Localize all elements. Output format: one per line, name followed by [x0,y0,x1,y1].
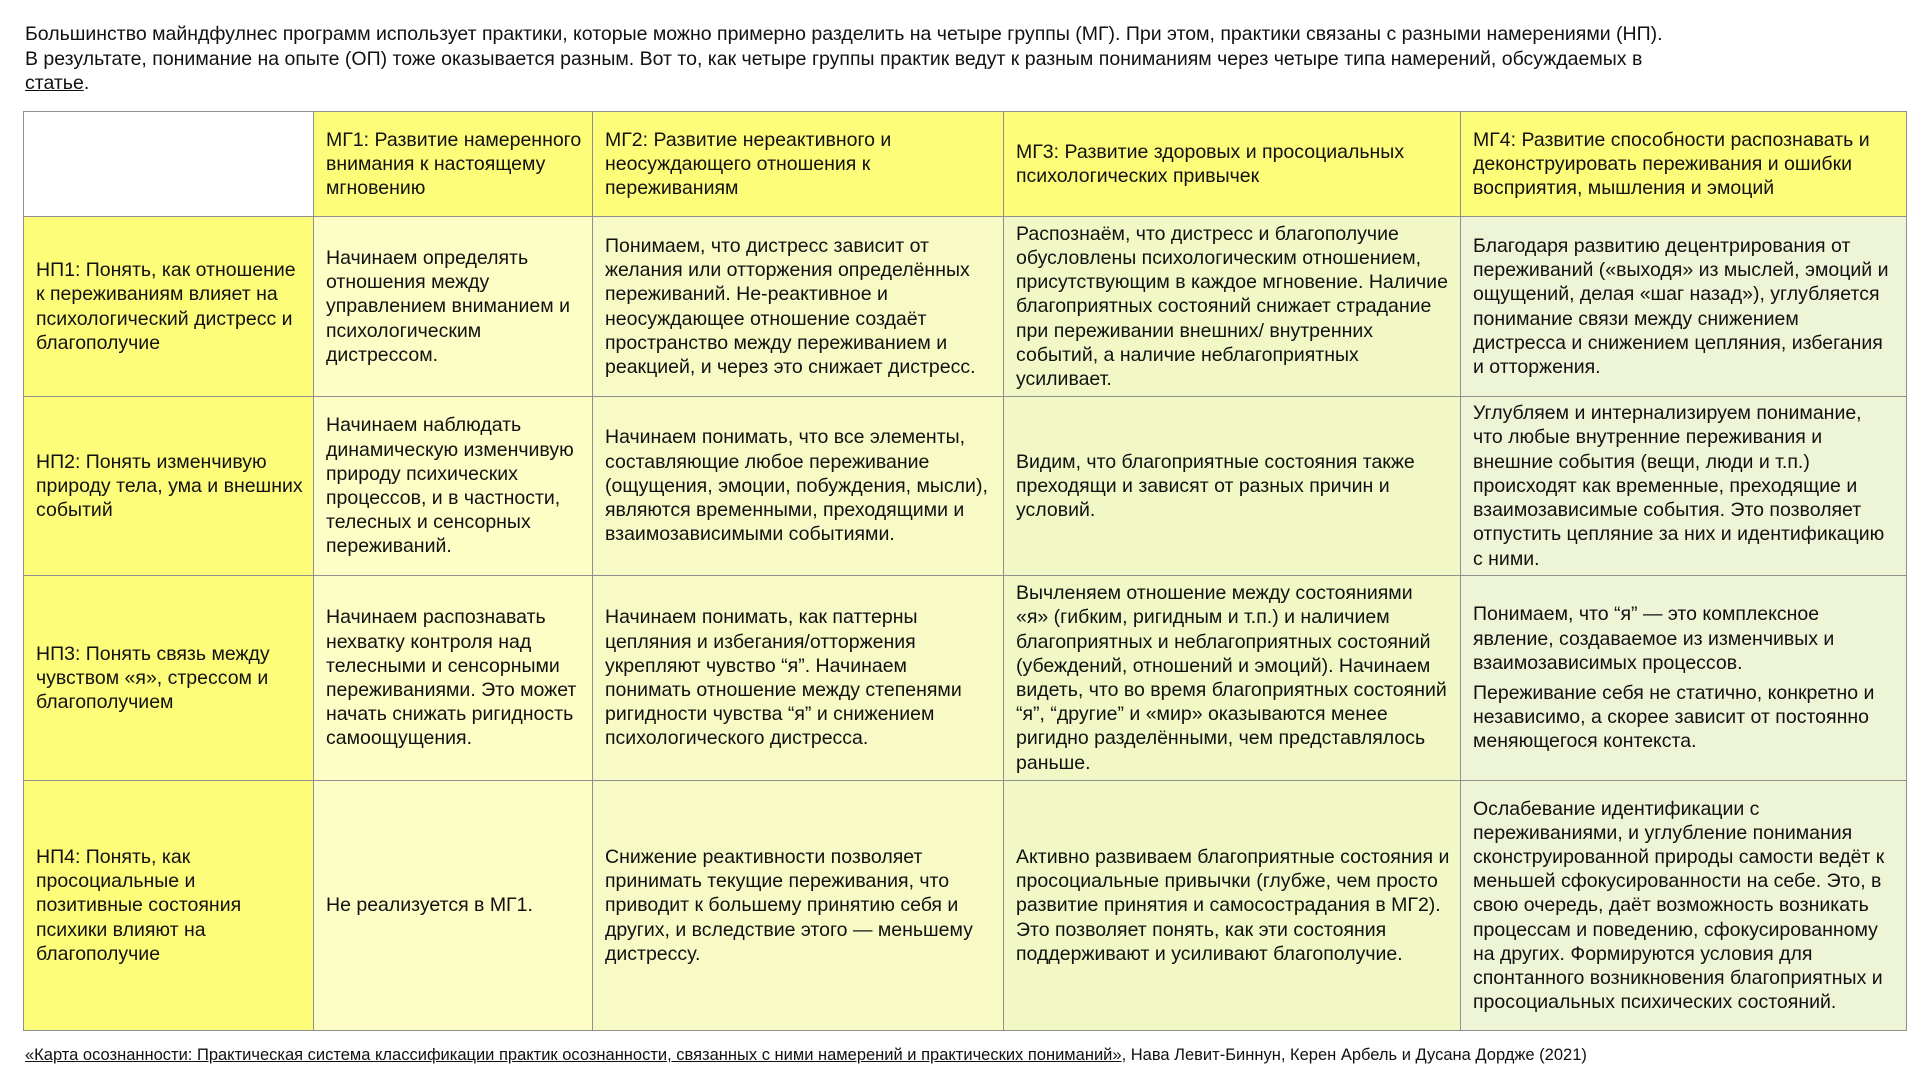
intro-line-2-text: В результате, понимание на опыте (ОП) тоже оказывается разным. Вот то, как четыре группы практик ведут к разным пониманиям через четыре типа намерений, обсуждаемых в [25,47,1643,70]
cell-paragraph: Благодаря развитию децентрирования от переживаний («выходя» из мыслей, эмоций и ощущений, делая «шаг назад»), углубляется понимание связи между снижением дистресса и снижением цепляния, избегания и отторжения. [1473,234,1889,378]
table-row-np3 [24,576,1907,781]
practice-matrix-table [23,111,1907,1031]
cell-np3-mg2: Начинаем понимать, как паттерны цепляния и избегания/отторжения укрепляют чувство “я”. Начинаем понимать отношение между степенями ригидности чувства “я” и снижением психологического дистресса. [593,576,1004,781]
cell-np2-mg4 [1461,397,1907,576]
table-row-np2 [24,397,1907,576]
table-row-np1 [24,217,1907,397]
cell-np3-mg4 [1461,576,1907,781]
row-header-np1: НП1: Понять, как отношение к переживаниям влияет на психологический дистресс и благополучие [24,217,314,397]
corner-cell [24,112,314,217]
header-row [24,112,1907,217]
column-header-mg4: МГ4: Развитие способности распознавать и деконструировать переживания и ошибки восприятия, мышления и эмоций [1461,112,1907,217]
cell-np4-mg3: Активно развиваем благоприятные состояния и просоциальные привычки (глубже, чем просто развитие принятия и самосострадания в МГ2). Это позволяет понять, как эти состояния поддерживают и усиливают благополучие. [1004,781,1461,1031]
cell-np1-mg3: Распознаём, что дистресс и благополучие обусловлены психологическим отношением, присутствующим в каждое мгновение. Наличие благоприятных состояний снижает страдание при переживании внешних/ внутренних событий, а наличие неблагоприятных усиливает. [1004,217,1461,397]
cell-np4-mg1: Не реализуется в МГ1. [314,781,593,1031]
cell-np1-mg2: Понимаем, что дистресс зависит от желания или отторжения определённых переживаний. Не-реактивное и неосуждающее отношение создаёт пространство между переживанием и реакцией, и через это снижает дистресс. [593,217,1004,397]
intro-line-2 [25,47,1895,96]
cell-paragraph: Переживание себя не статично, конкретно и независимо, а скорее зависит от постоянно меняющегося контекста. [1473,682,1875,753]
cell-np1-mg4 [1461,217,1907,397]
cell-paragraph: Понимаем, что “я” — это комплексное явление, создаваемое из изменчивых и взаимозависимых процессов. [1473,603,1835,674]
cell-np2-mg1: Начинаем наблюдать динамическую изменчивую природу психических процессов, и в частности, телесных и сенсорных переживаний. [314,397,593,576]
citation-authors: , Нава Левит-Биннун, Керен Арбель и Дусана Дордже (2021) [1121,1046,1587,1064]
row-header-np2: НП2: Понять изменчивую природу тела, ума и внешних событий [24,397,314,576]
column-header-mg1: МГ1: Развитие намеренного внимания к настоящему мгновению [314,112,593,217]
cell-np3-mg3: Вычленяем отношение между состояниями «я» (гибким, ригидным и т.п.) и наличием благоприятных и неблагоприятных состояний (убеждений, отношений и эмоций). Начинаем видеть, что во время благоприятных состояний “я”, “другие” и «мир» оказываются менее ригидно разделёнными, чем представлялось раньше. [1004,576,1461,781]
row-header-np3: НП3: Понять связь между чувством «я», стрессом и благополучием [24,576,314,781]
citation-link[interactable]: «Карта осознанности: Практическая система классификации практик осознанности, связанных с ними намерений и практических пониманий» [25,1046,1122,1064]
cell-np4-mg2: Снижение реактивности позволяет принимать текущие переживания, что приводит к большему принятию себя и других, и вследствие этого — меньшему дистрессу. [593,781,1004,1031]
row-header-np4: НП4: Понять, как просоциальные и позитивные состояния психики влияют на благополучие [24,781,314,1031]
intro-line-2-end: . [83,72,90,94]
cell-np3-mg1: Начинаем распознавать нехватку контроля над телесными и сенсорными переживаниями. Это может начать снижать ригидность самоощущения. [314,576,593,781]
intro-line-1: Большинство майндфулнес программ использует практики, которые можно примерно разделить на четыре группы (МГ). При этом, практики связаны с разными намерениями (НП). [25,23,1663,45]
article-link[interactable]: статье [25,72,84,94]
column-header-mg3: МГ3: Развитие здоровых и просоциальных психологических привычек [1004,112,1461,217]
column-header-mg2: МГ2: Развитие нереактивного и неосуждающего отношения к переживаниям [593,112,1004,217]
intro-paragraph [25,22,1895,96]
table-row-np4 [24,781,1907,1031]
cell-np4-mg4 [1461,781,1907,1031]
cell-np1-mg1: Начинаем определять отношения между управлением вниманием и психологическим дистрессом. [314,217,593,397]
cell-paragraph: Ослабевание идентификации с переживаниями, и углубление понимания сконструированной природы самости ведёт к меньшей сфокусированности на себе. Это, в свою очередь, даёт возможность возникать процессам и поведению, сфокусированному на других. Формируются условия для спонтанного возникновения благоприятных и просоциальных психических состояний. [1473,797,1885,1014]
cell-paragraph: Углубляем и интернализируем понимание, что любые внутренние переживания и внешние события (вещи, люди и т.п.) происходят как временные, преходящие и взаимозависимые события. Это позволяет отпустить цепляние за них и идентификацию с ними. [1473,402,1885,570]
cell-np2-mg3: Видим, что благоприятные состояния также преходящи и зависят от разных причин и условий. [1004,397,1461,576]
citation-footer [25,1045,1895,1065]
cell-np2-mg2: Начинаем понимать, что все элементы, составляющие любое переживание (ощущения, эмоции, побуждения, мысли), являются временными, преходящими и взаимозависимыми событиями. [593,397,1004,576]
